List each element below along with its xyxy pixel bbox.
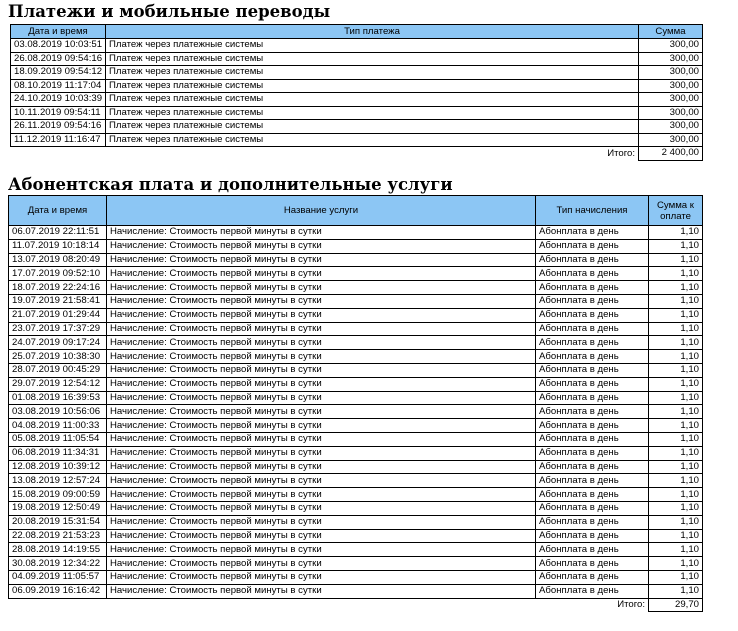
table-row [11, 93, 703, 107]
charge-amount: 1,10 [649, 501, 703, 515]
service-name: Начисление: Стоимость первой минуты в сутки [107, 377, 536, 391]
charge-amount: 1,10 [649, 308, 703, 322]
charge-amount: 1,10 [649, 557, 703, 571]
charge-date: 05.08.2019 11:05:54 [9, 432, 107, 446]
subscription-section-title: Абонентская плата и дополнительные услуги [8, 175, 453, 194]
charge-date: 11.07.2019 10:18:14 [9, 239, 107, 253]
payment-date: 18.09.2019 09:54:12 [11, 66, 106, 80]
service-name: Начисление: Стоимость первой минуты в сутки [107, 281, 536, 295]
payment-type: Платеж через платежные системы [106, 133, 639, 147]
payment-date: 10.11.2019 09:54:11 [11, 106, 106, 120]
charge-type: Абонплата в день [536, 391, 649, 405]
charge-date: 18.07.2019 22:24:16 [9, 281, 107, 295]
payment-date: 03.08.2019 10:03:51 [11, 39, 106, 53]
service-name: Начисление: Стоимость первой минуты в сутки [107, 557, 536, 571]
service-name: Начисление: Стоимость первой минуты в сутки [107, 226, 536, 240]
charge-type: Абонплата в день [536, 501, 649, 515]
payment-type: Платеж через платежные системы [106, 39, 639, 53]
payment-date: 26.11.2019 09:54:16 [11, 120, 106, 134]
payment-date: 26.08.2019 09:54:16 [11, 52, 106, 66]
table-row [9, 557, 703, 571]
payments-total-row [11, 147, 703, 161]
payment-date: 08.10.2019 11:17:04 [11, 79, 106, 93]
charge-date: 28.08.2019 14:19:55 [9, 543, 107, 557]
table-row [9, 377, 703, 391]
service-name: Начисление: Стоимость первой минуты в сутки [107, 253, 536, 267]
charge-amount: 1,10 [649, 584, 703, 598]
charge-amount: 1,10 [649, 377, 703, 391]
table-row [11, 133, 703, 147]
column-header-payment-type: Тип платежа [106, 25, 639, 39]
subscription-table [8, 195, 703, 612]
service-name: Начисление: Стоимость первой минуты в сутки [107, 488, 536, 502]
charge-amount: 1,10 [649, 253, 703, 267]
charge-date: 29.07.2019 12:54:12 [9, 377, 107, 391]
payment-type: Платеж через платежные системы [106, 66, 639, 80]
table-row [9, 488, 703, 502]
charge-date: 15.08.2019 09:00:59 [9, 488, 107, 502]
charge-amount: 1,10 [649, 432, 703, 446]
charge-amount: 1,10 [649, 281, 703, 295]
service-name: Начисление: Стоимость первой минуты в сутки [107, 322, 536, 336]
service-name: Начисление: Стоимость первой минуты в сутки [107, 267, 536, 281]
spacer [11, 147, 106, 161]
charge-amount: 1,10 [649, 239, 703, 253]
column-header-charge-type: Тип начисления [536, 196, 649, 226]
charge-amount: 1,10 [649, 570, 703, 584]
table-row [9, 474, 703, 488]
payments-total-value: 2 400,00 [639, 147, 703, 161]
charge-type: Абонплата в день [536, 419, 649, 433]
service-name: Начисление: Стоимость первой минуты в сутки [107, 570, 536, 584]
service-name: Начисление: Стоимость первой минуты в сутки [107, 239, 536, 253]
charge-type: Абонплата в день [536, 377, 649, 391]
charge-date: 30.08.2019 12:34:22 [9, 557, 107, 571]
subscription-total-row [9, 598, 703, 612]
table-row [9, 253, 703, 267]
table-row [11, 120, 703, 134]
table-row [9, 405, 703, 419]
charge-amount: 1,10 [649, 515, 703, 529]
table-row [9, 322, 703, 336]
payment-amount: 300,00 [639, 133, 703, 147]
column-header-amount: Сумма [639, 25, 703, 39]
charge-date: 19.07.2019 21:58:41 [9, 294, 107, 308]
service-name: Начисление: Стоимость первой минуты в сутки [107, 515, 536, 529]
charge-type: Абонплата в день [536, 239, 649, 253]
table-row [9, 391, 703, 405]
service-name: Начисление: Стоимость первой минуты в сутки [107, 405, 536, 419]
table-row [9, 460, 703, 474]
spacer [107, 598, 536, 612]
table-row [9, 446, 703, 460]
charge-date: 19.08.2019 12:50:49 [9, 501, 107, 515]
table-row [9, 543, 703, 557]
charge-type: Абонплата в день [536, 543, 649, 557]
table-row [9, 529, 703, 543]
charge-amount: 1,10 [649, 460, 703, 474]
charge-amount: 1,10 [649, 350, 703, 364]
charge-amount: 1,10 [649, 474, 703, 488]
charge-type: Абонплата в день [536, 529, 649, 543]
charge-amount: 1,10 [649, 363, 703, 377]
service-name: Начисление: Стоимость первой минуты в сутки [107, 529, 536, 543]
service-name: Начисление: Стоимость первой минуты в сутки [107, 308, 536, 322]
charge-date: 13.08.2019 12:57:24 [9, 474, 107, 488]
charge-amount: 1,10 [649, 336, 703, 350]
payment-type: Платеж через платежные системы [106, 93, 639, 107]
table-row [11, 39, 703, 53]
service-name: Начисление: Стоимость первой минуты в сутки [107, 543, 536, 557]
charge-date: 21.07.2019 01:29:44 [9, 308, 107, 322]
table-row [9, 281, 703, 295]
table-row [9, 267, 703, 281]
payment-amount: 300,00 [639, 120, 703, 134]
table-row [9, 336, 703, 350]
charge-amount: 1,10 [649, 294, 703, 308]
charge-date: 20.08.2019 15:31:54 [9, 515, 107, 529]
charge-date: 06.08.2019 11:34:31 [9, 446, 107, 460]
payment-amount: 300,00 [639, 79, 703, 93]
column-header-date: Дата и время [11, 25, 106, 39]
table-row [9, 226, 703, 240]
charge-amount: 1,10 [649, 391, 703, 405]
charge-date: 22.08.2019 21:53:23 [9, 529, 107, 543]
service-name: Начисление: Стоимость первой минуты в сутки [107, 419, 536, 433]
table-row [11, 106, 703, 120]
charge-date: 24.07.2019 09:17:24 [9, 336, 107, 350]
table-row [9, 501, 703, 515]
charge-amount: 1,10 [649, 322, 703, 336]
charge-type: Абонплата в день [536, 570, 649, 584]
service-name: Начисление: Стоимость первой минуты в сутки [107, 501, 536, 515]
total-label: Итого: [106, 147, 639, 161]
service-name: Начисление: Стоимость первой минуты в сутки [107, 294, 536, 308]
charge-type: Абонплата в день [536, 446, 649, 460]
service-name: Начисление: Стоимость первой минуты в сутки [107, 446, 536, 460]
payments-section-title: Платежи и мобильные переводы [8, 2, 331, 21]
table-row [11, 66, 703, 80]
subscription-total-value: 29,70 [649, 598, 703, 612]
charge-date: 17.07.2019 09:52:10 [9, 267, 107, 281]
service-name: Начисление: Стоимость первой минуты в сутки [107, 474, 536, 488]
service-name: Начисление: Стоимость первой минуты в сутки [107, 584, 536, 598]
table-row [9, 419, 703, 433]
charge-date: 04.08.2019 11:00:33 [9, 419, 107, 433]
payment-amount: 300,00 [639, 39, 703, 53]
payment-type: Платеж через платежные системы [106, 106, 639, 120]
payment-amount: 300,00 [639, 52, 703, 66]
charge-type: Абонплата в день [536, 253, 649, 267]
service-name: Начисление: Стоимость первой минуты в сутки [107, 336, 536, 350]
payment-type: Платеж через платежные системы [106, 52, 639, 66]
charge-date: 12.08.2019 10:39:12 [9, 460, 107, 474]
charge-date: 03.08.2019 10:56:06 [9, 405, 107, 419]
spacer [9, 598, 107, 612]
table-row [9, 239, 703, 253]
table-row [9, 363, 703, 377]
table-row [9, 570, 703, 584]
charge-amount: 1,10 [649, 419, 703, 433]
table-row [11, 79, 703, 93]
service-name: Начисление: Стоимость первой минуты в сутки [107, 460, 536, 474]
column-header-service-name: Название услуги [107, 196, 536, 226]
payments-table [10, 24, 703, 161]
charge-amount: 1,10 [649, 543, 703, 557]
charge-type: Абонплата в день [536, 281, 649, 295]
table-row [11, 52, 703, 66]
subscription-header-row [9, 196, 703, 226]
payment-type: Платеж через платежные системы [106, 120, 639, 134]
table-row [9, 350, 703, 364]
charge-amount: 1,10 [649, 488, 703, 502]
service-name: Начисление: Стоимость первой минуты в сутки [107, 391, 536, 405]
payment-amount: 300,00 [639, 93, 703, 107]
charge-type: Абонплата в день [536, 557, 649, 571]
table-row [9, 584, 703, 598]
charge-type: Абонплата в день [536, 460, 649, 474]
charge-type: Абонплата в день [536, 584, 649, 598]
charge-amount: 1,10 [649, 226, 703, 240]
charge-type: Абонплата в день [536, 336, 649, 350]
charge-type: Абонплата в день [536, 322, 649, 336]
charge-type: Абонплата в день [536, 363, 649, 377]
table-row [9, 294, 703, 308]
charge-type: Абонплата в день [536, 350, 649, 364]
charge-type: Абонплата в день [536, 267, 649, 281]
column-header-amount-due: Сумма к оплате [649, 196, 703, 226]
table-row [9, 432, 703, 446]
charge-type: Абонплата в день [536, 515, 649, 529]
total-label: Итого: [536, 598, 649, 612]
payments-header-row [11, 25, 703, 39]
charge-type: Абонплата в день [536, 405, 649, 419]
charge-date: 04.09.2019 11:05:57 [9, 570, 107, 584]
charge-date: 25.07.2019 10:38:30 [9, 350, 107, 364]
charge-amount: 1,10 [649, 405, 703, 419]
charge-type: Абонплата в день [536, 432, 649, 446]
payment-date: 24.10.2019 10:03:39 [11, 93, 106, 107]
payment-amount: 300,00 [639, 106, 703, 120]
charge-type: Абонплата в день [536, 488, 649, 502]
charge-date: 01.08.2019 16:39:53 [9, 391, 107, 405]
charge-amount: 1,10 [649, 529, 703, 543]
charge-type: Абонплата в день [536, 294, 649, 308]
charge-type: Абонплата в день [536, 308, 649, 322]
service-name: Начисление: Стоимость первой минуты в сутки [107, 350, 536, 364]
charge-date: 23.07.2019 17:37:29 [9, 322, 107, 336]
payment-date: 11.12.2019 11:16:47 [11, 133, 106, 147]
payment-amount: 300,00 [639, 66, 703, 80]
table-row [9, 515, 703, 529]
charge-date: 28.07.2019 00:45:29 [9, 363, 107, 377]
charge-type: Абонплата в день [536, 474, 649, 488]
column-header-date: Дата и время [9, 196, 107, 226]
charge-amount: 1,10 [649, 446, 703, 460]
charge-amount: 1,10 [649, 267, 703, 281]
charge-date: 13.07.2019 08:20:49 [9, 253, 107, 267]
payment-type: Платеж через платежные системы [106, 79, 639, 93]
charge-date: 06.07.2019 22:11:51 [9, 226, 107, 240]
table-row [9, 308, 703, 322]
service-name: Начисление: Стоимость первой минуты в сутки [107, 363, 536, 377]
charge-type: Абонплата в день [536, 226, 649, 240]
service-name: Начисление: Стоимость первой минуты в сутки [107, 432, 536, 446]
charge-date: 06.09.2019 16:16:42 [9, 584, 107, 598]
